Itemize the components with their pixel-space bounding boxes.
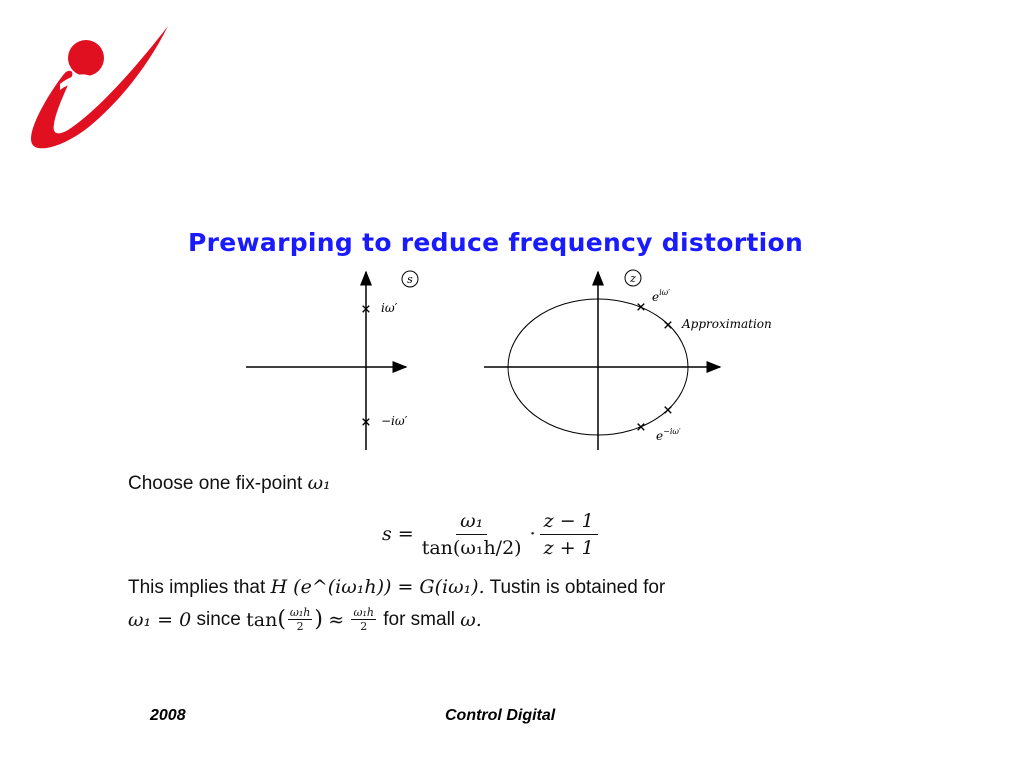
institution-logo bbox=[30, 26, 170, 154]
approx-numerator: ω₁h bbox=[353, 606, 374, 619]
small-omega-text: for small bbox=[383, 608, 456, 630]
fraction1-denominator: tan(ω₁h/2) bbox=[421, 536, 522, 559]
footer-course: Control Digital bbox=[445, 707, 556, 724]
equation-lhs: s = bbox=[382, 523, 414, 545]
omega-symbol: ω. bbox=[460, 608, 482, 631]
tan-argument-fraction bbox=[288, 606, 312, 633]
implication-text-a: This implies that bbox=[128, 577, 266, 598]
z-point-upper-marker: × bbox=[635, 300, 647, 315]
implication-math: H (e^(iω₁h)) = G(iω₁). bbox=[270, 576, 485, 598]
footer-year: 2008 bbox=[150, 707, 186, 724]
s-pole-lower-label: −iω′ bbox=[381, 414, 408, 428]
since-text: since bbox=[196, 608, 241, 630]
prewarp-equation bbox=[382, 506, 602, 562]
s-plane-badge-letter: s bbox=[407, 273, 413, 286]
z-approx-upper-marker: × bbox=[662, 318, 674, 333]
approximation-label: Approximation bbox=[682, 317, 772, 331]
s-pole-upper-marker: × bbox=[360, 302, 372, 317]
z-plane-badge-letter: z bbox=[630, 272, 636, 285]
z-point-lower-marker: × bbox=[635, 420, 647, 435]
implication-text-b: Tustin is obtained for bbox=[489, 577, 666, 598]
fraction2-numerator: z − 1 bbox=[540, 510, 598, 535]
slide-title: Prewarping to reduce frequency distortion bbox=[188, 228, 804, 257]
approx-denominator: 2 bbox=[360, 620, 368, 633]
approx-fraction bbox=[351, 606, 375, 633]
s-pole-upper-label: iω′ bbox=[381, 301, 398, 315]
implication-sentence bbox=[128, 576, 665, 599]
z-point-upper-label: $e^{i\omega'}$ bbox=[652, 288, 671, 304]
z-point-lower-label: $e^{-i\omega'}$ bbox=[656, 427, 681, 443]
fraction-z-terms bbox=[540, 510, 598, 559]
tan-function: tan bbox=[246, 608, 278, 631]
omega1-symbol: ω₁ bbox=[307, 472, 331, 494]
fix-point-sentence bbox=[128, 472, 331, 495]
omega-zero-math: ω₁ = 0 bbox=[128, 608, 192, 631]
fraction-omega-over-tan bbox=[418, 510, 526, 559]
tan-argument-numerator: ω₁h bbox=[289, 606, 311, 619]
pole-mapping-diagram bbox=[240, 262, 820, 458]
z-plane-diagram bbox=[484, 270, 772, 450]
approx-symbol: ≈ bbox=[328, 608, 345, 631]
tustin-sentence: ω₁ = 0 since tan ( $\frac{\text{ω₁h}}{2}$ ) ≈ $\frac{\text{ω₁h}}{2}$ for small ω. bbox=[128, 606, 482, 633]
z-approx-lower-marker: × bbox=[662, 403, 674, 418]
fraction1-numerator: ω₁ bbox=[456, 510, 487, 535]
fix-point-text: Choose one fix-point bbox=[128, 473, 303, 494]
fraction2-denominator: z + 1 bbox=[543, 536, 594, 559]
tan-argument-denominator: 2 bbox=[296, 620, 304, 633]
multiply-dot: · bbox=[529, 523, 536, 545]
s-pole-lower-marker: × bbox=[360, 415, 372, 430]
s-plane-diagram bbox=[246, 271, 418, 450]
